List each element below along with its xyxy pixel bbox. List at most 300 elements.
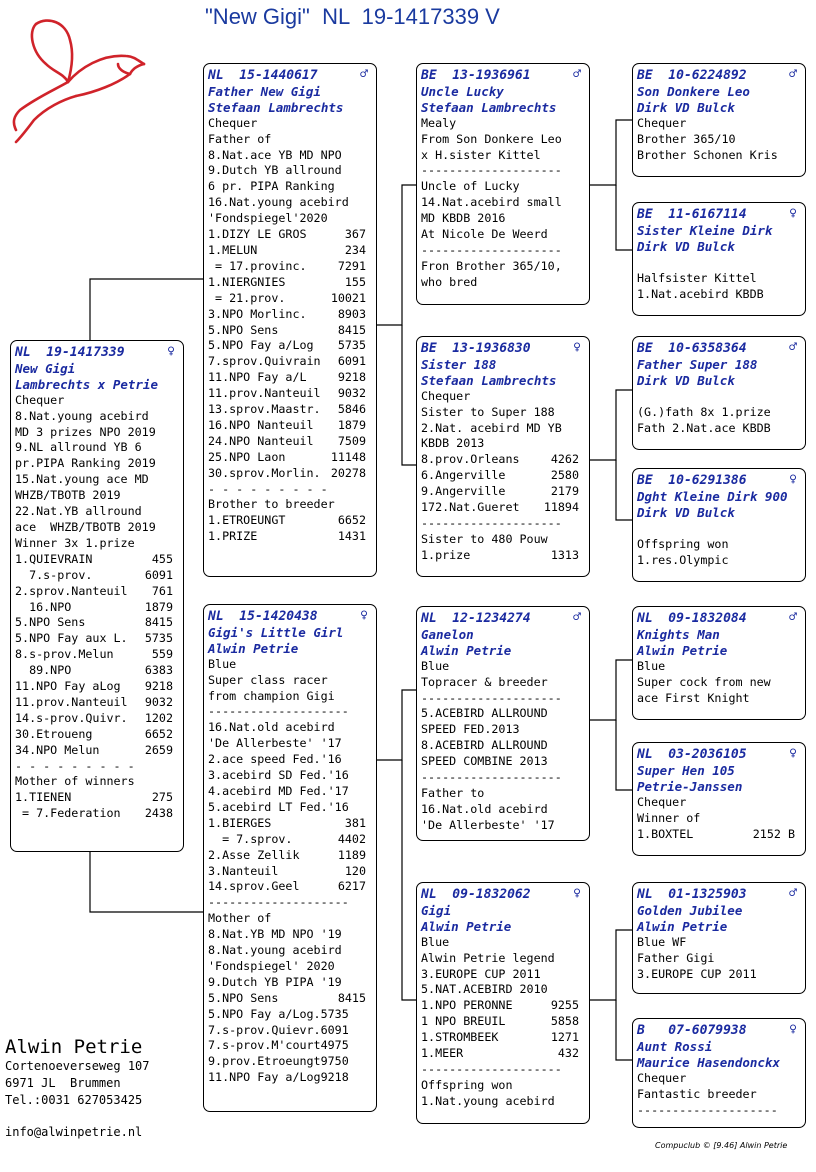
info-line: ace First Knight xyxy=(637,690,750,705)
pedigree-box-subject xyxy=(10,340,184,852)
bird-name: Gigi's Little Girl xyxy=(208,624,344,640)
result-race: 3.Nanteuil xyxy=(208,863,279,878)
breeder-name: Alwin Petrie xyxy=(637,918,728,934)
info-line: -------------------- xyxy=(421,770,562,785)
info-line: - - - - - - - - - xyxy=(208,481,328,496)
ring-text: B 07-6079938 xyxy=(637,1023,747,1038)
result-birds: 8415 xyxy=(144,615,173,630)
result-race: 5.NPO Fay a/Log xyxy=(208,338,314,353)
result-birds: 7509 xyxy=(337,433,366,448)
info-line: MD 3 prizes NPO 2019 xyxy=(15,424,156,439)
female-icon: ♀ xyxy=(789,1022,797,1037)
info-line: Chequer xyxy=(637,1070,687,1085)
result-birds: 9032 xyxy=(337,386,366,401)
info-line: Chequer xyxy=(208,115,258,130)
info-line: -------------------- xyxy=(421,163,562,178)
info-line: Mealy xyxy=(421,115,457,130)
result-birds: 1879 xyxy=(144,599,173,614)
male-icon: ♂ xyxy=(789,67,797,82)
bird-name: Super Hen 105 xyxy=(637,762,735,778)
result-race: 13.sprov.Maastr. xyxy=(208,402,321,417)
result-row xyxy=(208,354,372,370)
result-birds: 1431 xyxy=(337,529,366,544)
result-row xyxy=(208,832,372,848)
result-race: 3.NPO Morlinc. xyxy=(208,306,307,321)
info-line: -------------------- xyxy=(421,515,562,530)
pedigree-box-sdd xyxy=(632,468,806,582)
info-line: 8.Nat.YB MD NPO '19 xyxy=(208,927,342,942)
result-birds: 275 xyxy=(151,790,173,805)
info-line: From Son Donkere Leo xyxy=(421,131,562,146)
info-line: Chequer xyxy=(15,392,65,407)
result-race: 16.NPO Nanteuil xyxy=(208,417,314,432)
result-birds: 1313 xyxy=(550,547,579,562)
info-line: from champion Gigi xyxy=(208,688,335,703)
result-race: 5.NPO Sens xyxy=(15,615,86,630)
pedigree-box-ds xyxy=(416,606,590,841)
result-birds: 4262 xyxy=(550,452,579,467)
ring-text: BE 11-6167114 xyxy=(637,207,747,222)
result-birds: 9255 xyxy=(550,998,579,1013)
ring-number xyxy=(208,609,372,625)
result-birds: 6091 xyxy=(144,567,173,582)
breeder-name: Dirk VD Bulck xyxy=(637,372,735,388)
ring-text: NL 09-1832084 xyxy=(637,611,747,626)
info-line: 8.Nat.young acebird xyxy=(15,408,149,423)
pedigree-box-dds xyxy=(632,882,806,994)
ring-number xyxy=(637,747,801,763)
ring-number xyxy=(637,887,801,903)
pedigree-box-dsd xyxy=(632,742,806,856)
breeder-name: Dirk VD Bulck xyxy=(637,238,735,254)
result-birds: 5735 xyxy=(337,338,366,353)
result-race: 1.BIERGES xyxy=(208,815,272,830)
ring-text: BE 10-6224892 xyxy=(637,68,747,83)
info-line: 9.NL allround YB 6 xyxy=(15,440,142,455)
breeder-name: Alwin Petrie xyxy=(208,640,299,656)
info-line: Father Gigi xyxy=(637,950,715,965)
info-line: At Nicole De Weerd xyxy=(421,227,548,242)
result-row xyxy=(208,275,372,291)
breeder-name: Alwin Petrie xyxy=(421,642,512,658)
bird-name: Gigi xyxy=(421,902,452,918)
breeder-name: Lambrechts x Petrie xyxy=(15,376,158,392)
result-row xyxy=(208,227,372,243)
result-row xyxy=(208,418,372,434)
owner-email[interactable]: info@alwinpetrie.nl xyxy=(5,1125,143,1139)
result-birds: 1271 xyxy=(550,1030,579,1045)
info-line: 8.Nat.young acebird xyxy=(208,943,342,958)
result-row xyxy=(15,806,179,822)
info-line: Topracer & breeder xyxy=(421,674,548,689)
result-birds: 2179 xyxy=(550,484,579,499)
info-line: Blue xyxy=(208,656,237,671)
info-line: 2.ace speed Fed.'16 xyxy=(208,752,342,767)
info-line: KBDB 2013 xyxy=(421,436,485,451)
result-birds: 20278 xyxy=(330,465,366,480)
info-line: Father to xyxy=(421,785,485,800)
result-race: 25.NPO Laon xyxy=(208,449,286,464)
ring-text: NL 09-1832062 xyxy=(421,887,531,902)
female-icon: ♀ xyxy=(789,206,797,221)
result-birds: 6652 xyxy=(337,513,366,528)
female-icon: ♀ xyxy=(789,746,797,761)
owner-block xyxy=(5,1036,150,1109)
result-birds: 8415 xyxy=(337,990,366,1005)
result-birds: 7291 xyxy=(337,258,366,273)
male-icon: ♂ xyxy=(573,67,581,82)
result-birds: 2580 xyxy=(550,468,579,483)
ring-number xyxy=(421,68,585,84)
info-line: x H.sister Kittel xyxy=(421,147,541,162)
bird-name: Father New Gigi xyxy=(208,83,321,99)
result-race: 24.NPO Nanteuil xyxy=(208,433,314,448)
result-race: 1.TIENEN xyxy=(15,790,72,805)
result-row xyxy=(15,584,179,600)
info-line: Brother to breeder xyxy=(208,497,335,512)
info-line: 3.EUROPE CUP 2011 xyxy=(421,966,541,981)
info-line: 16.Nat.old acebird xyxy=(421,801,548,816)
result-row xyxy=(15,631,179,647)
result-row xyxy=(208,259,372,275)
info-line: 11.NPO Fay a/Log9218 xyxy=(208,1070,349,1085)
result-row xyxy=(208,529,372,545)
result-row xyxy=(15,663,179,679)
result-row xyxy=(208,848,372,864)
result-row xyxy=(208,450,372,466)
male-icon: ♂ xyxy=(573,610,581,625)
result-birds: 9218 xyxy=(144,679,173,694)
result-race: 2.Asse Zellik xyxy=(208,847,300,862)
result-race: = 7.Federation xyxy=(15,806,121,821)
info-line: Brother Schonen Kris xyxy=(637,147,778,162)
ring-text: BE 10-6358364 xyxy=(637,341,747,356)
info-line: 16.Nat.young acebird xyxy=(208,195,349,210)
info-line xyxy=(637,389,801,405)
info-line: Offspring won xyxy=(637,536,729,551)
info-line: 8.ACEBIRD ALLROUND xyxy=(421,738,548,753)
ring-text: BE 13-1936830 xyxy=(421,341,531,356)
info-line: 'Fondspiegel' 2020 xyxy=(208,958,335,973)
result-birds: 6652 xyxy=(144,726,173,741)
info-line: MD KBDB 2016 xyxy=(421,211,506,226)
ring-number xyxy=(637,68,801,84)
info-line: 14.Nat.acebird small xyxy=(421,195,562,210)
result-race: 6.Angerville xyxy=(421,468,506,483)
result-row xyxy=(421,452,585,468)
result-birds: 8415 xyxy=(337,322,366,337)
bird-name: Father Super 188 xyxy=(637,356,758,372)
info-line xyxy=(637,255,801,271)
info-line: Blue xyxy=(637,658,666,673)
info-line: (G.)fath 8x 1.prize xyxy=(637,404,771,419)
breeder-name: Dirk VD Bulck xyxy=(637,504,735,520)
info-line: Fron Brother 365/10, xyxy=(421,258,562,273)
result-row xyxy=(208,816,372,832)
result-row xyxy=(15,552,179,568)
pedigree-box-sd xyxy=(416,336,590,577)
result-row xyxy=(15,568,179,584)
result-birds: 155 xyxy=(344,274,366,289)
info-line: 5.ACEBIRD ALLROUND xyxy=(421,706,548,721)
info-line: 3.EUROPE CUP 2011 xyxy=(637,966,757,981)
info-line: 5.NPO Fay a/Log.5735 xyxy=(208,1006,349,1021)
footer-credit: Compuclub © [9.46] Alwin Petrie xyxy=(655,1141,788,1150)
female-icon: ♀ xyxy=(573,340,581,355)
result-row xyxy=(208,291,372,307)
ring-number xyxy=(637,341,801,357)
pedigree-box-sire xyxy=(203,63,377,577)
result-birds: 4402 xyxy=(337,831,366,846)
info-line: 16.Nat.old acebird xyxy=(208,720,335,735)
female-icon: ♀ xyxy=(573,886,581,901)
female-icon: ♀ xyxy=(360,608,368,623)
result-row xyxy=(421,500,585,516)
info-line: 9.Dutch YB allround xyxy=(208,163,342,178)
result-row xyxy=(421,1014,585,1030)
result-race: 172.Nat.Gueret xyxy=(421,500,520,515)
info-line: 7.s-prov.M'court4975 xyxy=(208,1038,349,1053)
result-birds: 9218 xyxy=(337,370,366,385)
result-birds: 11148 xyxy=(330,449,366,464)
pedigree-box-ddd xyxy=(632,1018,806,1128)
info-line: 6 pr. PIPA Ranking xyxy=(208,179,335,194)
result-race: 5.NPO Sens xyxy=(208,322,279,337)
breeder-name: Petrie-Janssen xyxy=(637,778,743,794)
result-race: 11.prov.Nanteuil xyxy=(208,386,321,401)
ring-number xyxy=(637,611,801,627)
info-line: 3.acebird SD Fed.'16 xyxy=(208,768,349,783)
info-line: Blue xyxy=(421,934,450,949)
ring-number xyxy=(637,1023,801,1039)
pedigree-box-ss xyxy=(416,63,590,305)
ring-text: NL 03-2036105 xyxy=(637,747,747,762)
ring-text: BE 13-1936961 xyxy=(421,68,531,83)
info-line: 4.acebird MD Fed.'17 xyxy=(208,783,349,798)
male-icon: ♂ xyxy=(789,886,797,901)
result-race: 8.s-prov.Melun xyxy=(15,647,114,662)
bird-name: Ganelon xyxy=(421,626,474,642)
result-race: 16.NPO xyxy=(15,599,72,614)
result-birds: 8903 xyxy=(337,306,366,321)
result-row xyxy=(421,1046,585,1062)
result-birds: 381 xyxy=(344,815,366,830)
result-race: = 7.sprov. xyxy=(208,831,293,846)
info-line: -------------------- xyxy=(421,242,562,257)
ring-number xyxy=(15,345,179,361)
info-line: Blue xyxy=(421,658,450,673)
result-race: 30.sprov.Morlin. xyxy=(208,465,321,480)
result-birds: 6091 xyxy=(337,354,366,369)
result-race: 1.STROMBEEK xyxy=(421,1030,499,1045)
result-birds: 6383 xyxy=(144,663,173,678)
info-line: Sister to 480 Pouw xyxy=(421,531,548,546)
female-icon: ♀ xyxy=(789,472,797,487)
bird-name: Sister Kleine Dirk xyxy=(637,222,773,238)
result-row xyxy=(208,323,372,339)
breeder-name: Stefaan Lambrechts xyxy=(421,99,557,115)
breeder-name: Alwin Petrie xyxy=(637,642,728,658)
result-row xyxy=(637,827,801,843)
result-row xyxy=(15,695,179,711)
result-row xyxy=(15,743,179,759)
result-birds: 1189 xyxy=(337,847,366,862)
result-birds: 5846 xyxy=(337,402,366,417)
info-line: 1.Nat.acebird KBDB xyxy=(637,286,764,301)
result-row xyxy=(15,727,179,743)
ring-number xyxy=(421,887,585,903)
result-birds: 5858 xyxy=(550,1014,579,1029)
result-row xyxy=(421,998,585,1014)
bird-name: New Gigi xyxy=(15,360,76,376)
pedigree-box-dss xyxy=(632,606,806,720)
result-birds: 234 xyxy=(344,242,366,257)
result-birds: 761 xyxy=(151,583,173,598)
bird-name: Dght Kleine Dirk 900 xyxy=(637,488,788,504)
result-race: 1.prize xyxy=(421,547,471,562)
result-race: 1.DIZY LE GROS xyxy=(208,227,307,242)
breeder-name: Alwin Petrie xyxy=(421,918,512,934)
result-race: 89.NPO xyxy=(15,663,72,678)
bird-name: Knights Man xyxy=(637,626,720,642)
pedigree-box-sss xyxy=(632,63,806,177)
result-row xyxy=(421,1030,585,1046)
result-race: 1.BOXTEL xyxy=(637,826,694,841)
result-race: 1.QUIEVRAIN xyxy=(15,551,93,566)
result-race: 8.prov.Orleans xyxy=(421,452,520,467)
breeder-name: Stefaan Lambrechts xyxy=(421,372,557,388)
result-birds: 10021 xyxy=(330,290,366,305)
info-line: Father of xyxy=(208,131,272,146)
info-line: Halfsister Kittel xyxy=(637,270,757,285)
result-race: 7.s-prov. xyxy=(15,567,93,582)
info-line: 9.Dutch YB PIPA '19 xyxy=(208,974,342,989)
info-line: -------------------- xyxy=(208,895,349,910)
ring-number xyxy=(208,68,372,84)
result-race: 1.ETROEUNGT xyxy=(208,513,286,528)
info-line: SPEED FED.2013 xyxy=(421,722,520,737)
result-race: 11.NPO Fay a/L xyxy=(208,370,307,385)
result-row xyxy=(208,243,372,259)
result-row xyxy=(15,790,179,806)
info-line: Super cock from new xyxy=(637,674,771,689)
info-line: Chequer xyxy=(637,794,687,809)
owner-phone: Tel.:0031 627053425 xyxy=(5,1093,143,1107)
pedigree-box-sds xyxy=(632,336,806,450)
result-birds: 367 xyxy=(344,227,366,242)
result-row xyxy=(15,615,179,631)
result-row xyxy=(15,679,179,695)
breeder-name: Maurice Hasendonckx xyxy=(637,1054,780,1070)
result-row xyxy=(208,466,372,482)
info-line: Fantastic breeder xyxy=(637,1086,757,1101)
breeder-name: Stefaan Lambrechts xyxy=(208,99,344,115)
info-line: 9.prov.Etroeungt9750 xyxy=(208,1054,349,1069)
result-race: = 17.provinc. xyxy=(208,258,307,273)
info-line: 'De Allerbeste' '17 xyxy=(208,736,342,751)
result-row xyxy=(208,879,372,895)
result-race: 30.Etroueng xyxy=(15,726,93,741)
info-line: -------------------- xyxy=(421,690,562,705)
result-race: 5.NPO Fay aux L. xyxy=(15,631,128,646)
ring-number xyxy=(637,473,801,489)
owner-address-line: Cortenoeverseweg 107 xyxy=(5,1059,150,1073)
info-line: -------------------- xyxy=(421,1061,562,1076)
result-race: 1 NPO BREUIL xyxy=(421,1014,506,1029)
info-line: 5.NAT.ACEBIRD 2010 xyxy=(421,982,548,997)
result-race: 7.sprov.Quivrain xyxy=(208,354,321,369)
page-title: "New Gigi" NL 19-1417339 V xyxy=(205,4,500,29)
result-race: 1.NPO PERONNE xyxy=(421,998,513,1013)
result-race: 1.MELUN xyxy=(208,242,258,257)
info-line: Chequer xyxy=(421,388,471,403)
info-line: 8.Nat.ace YB MD NPO xyxy=(208,147,342,162)
result-race: = 21.prov. xyxy=(208,290,286,305)
result-row xyxy=(421,468,585,484)
info-line: -------------------- xyxy=(637,1102,778,1117)
result-birds: 2152 B xyxy=(752,826,795,841)
info-line: 7.s-prov.Quievr.6091 xyxy=(208,1022,349,1037)
info-line: pr.PIPA Ranking 2019 xyxy=(15,456,156,471)
owner-name: Alwin Petrie xyxy=(5,1036,143,1058)
ring-text: NL 15-1420438 xyxy=(208,609,318,624)
result-race: 14.s-prov.Quivr. xyxy=(15,710,128,725)
result-birds: 1879 xyxy=(337,417,366,432)
result-race: 11.prov.Nanteuil xyxy=(15,694,128,709)
result-row xyxy=(208,991,372,1007)
bird-name: Sister 188 xyxy=(421,356,497,372)
result-race: 11.NPO Fay aLog xyxy=(15,679,121,694)
bird-name: Uncle Lucky xyxy=(421,83,504,99)
result-birds: 455 xyxy=(151,551,173,566)
info-line: Sister to Super 188 xyxy=(421,404,555,419)
info-line: who bred xyxy=(421,274,478,289)
info-line: 15.Nat.young ace MD xyxy=(15,472,149,487)
result-race: 1.MEER xyxy=(421,1046,464,1061)
result-row xyxy=(421,548,585,564)
female-icon: ♀ xyxy=(167,344,175,359)
result-race: 14.sprov.Geel xyxy=(208,879,300,894)
result-birds: 2659 xyxy=(144,742,173,757)
result-row xyxy=(208,338,372,354)
info-line: - - - - - - - - - xyxy=(15,758,135,773)
info-line: SPEED COMBINE 2013 xyxy=(421,754,548,769)
result-birds: 11894 xyxy=(543,500,579,515)
result-birds: 9032 xyxy=(144,694,173,709)
result-row xyxy=(15,711,179,727)
result-row xyxy=(208,402,372,418)
info-line: 'Fondspiegel'2020 xyxy=(208,211,328,226)
pedigree-box-ssd xyxy=(632,202,806,316)
male-icon: ♂ xyxy=(360,67,368,82)
ring-text: NL 19-1417339 xyxy=(15,345,125,360)
breeder-name: Dirk VD Bulck xyxy=(637,99,735,115)
info-line: ace WHZB/TBOTB 2019 xyxy=(15,519,156,534)
result-row xyxy=(15,647,179,663)
result-birds: 559 xyxy=(151,647,173,662)
result-row xyxy=(421,484,585,500)
owner-address-line: 6971 JL Brummen xyxy=(5,1076,121,1090)
pedigree-box-dd xyxy=(416,882,590,1124)
result-race: 5.NPO Sens xyxy=(208,990,279,1005)
info-line: Winner 3x 1.prize xyxy=(15,535,135,550)
info-line: 2.Nat. acebird MD YB xyxy=(421,420,562,435)
info-line: -------------------- xyxy=(208,704,349,719)
info-line: Winner of xyxy=(637,810,701,825)
ring-number xyxy=(421,611,585,627)
info-line: 22.Nat.YB allround xyxy=(15,504,142,519)
result-row xyxy=(208,513,372,529)
